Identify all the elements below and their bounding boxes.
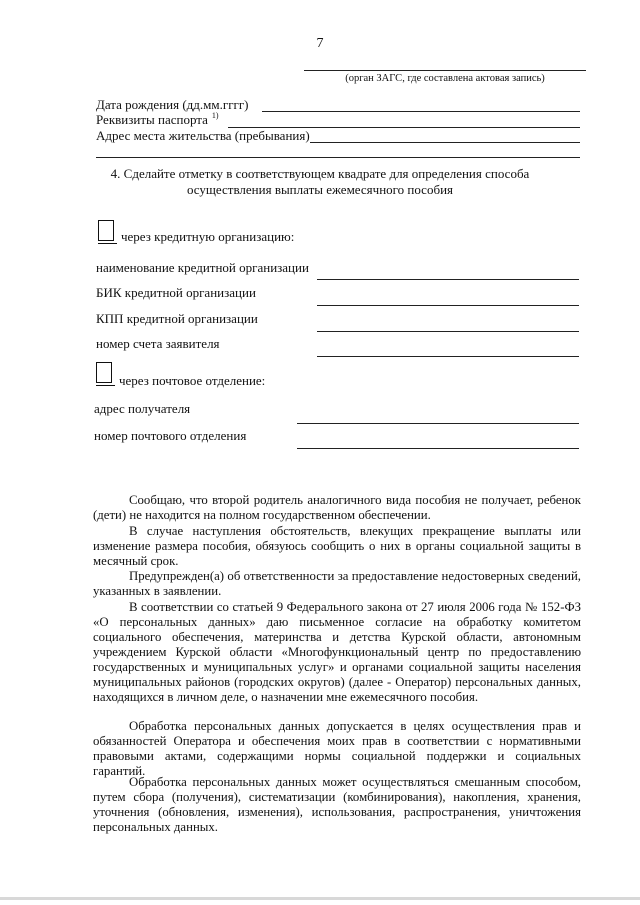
account-number-label: номер счета заявителя	[96, 336, 220, 351]
post-office-checkbox[interactable]	[96, 362, 112, 383]
address-label: Адрес места жительства (пребывания)	[96, 128, 310, 143]
post-office-checkbox-underline	[96, 385, 115, 386]
paragraph-second-parent: Сообщаю, что второй родитель аналогичного вида пособия не получает, ребенок (дети) не находится на полном государственном обеспечении.	[93, 493, 581, 522]
paragraph-processing-method: Обработка персональных данных может осуществляться смешанным способом, путем сбора (получения), систематизации (комбинирования), накопления, хранения, уточнения (обновления, изменения), использования, распространения, уничтожения персональных данных.	[93, 775, 581, 834]
paragraph-liability-warning: Предупрежден(а) об ответственности за предоставление недостоверных сведений, указанных в заявлении.	[93, 569, 581, 598]
credit-org-checkbox[interactable]	[98, 220, 114, 241]
credit-org-option-label: через кредитную организацию:	[121, 229, 295, 244]
post-office-number-field[interactable]	[297, 448, 579, 449]
credit-org-name-label: наименование кредитной организации	[96, 260, 309, 275]
birth-date-label: Дата рождения (дд.мм.гггг)	[96, 97, 249, 112]
kpp-label: КПП кредитной организации	[96, 311, 258, 326]
paragraph-personal-data-consent: В соответствии со статьей 9 Федерального закона от 27 июля 2006 года № 152-ФЗ «О персональных данных» даю письменное согласие на обработку комитетом социального обеспечения, материнства и детства Курской области, автономным учреждением Курской области «Многофункциональный центр по предоставлению государственных и муниципальных услуг» и органами социальной защиты населения муниципальных районов (городских округов) (далее - Оператор) персональных данных, находящихся в личном деле, о назначении мне ежемесячного пособия.	[93, 600, 581, 704]
credit-org-checkbox-underline	[98, 243, 117, 244]
address-field-continuation[interactable]	[96, 157, 580, 158]
paragraph-processing-purpose: Обработка персональных данных допускается в целях осуществления прав и обязанностей Оператора и обеспечения моих прав в соответствии с нормативными правовыми актами, содержащими нормы социальной поддержки и социальных гарантий.	[93, 719, 581, 778]
post-office-number-label: номер почтового отделения	[94, 428, 247, 443]
address-field[interactable]	[310, 142, 580, 143]
organ-zags-caption: (орган ЗАГС, где составлена актовая запись)	[345, 73, 545, 84]
passport-label: Реквизиты паспорта	[96, 112, 208, 127]
post-office-option-label: через почтовое отделение:	[119, 373, 266, 388]
page-number: 7	[316, 36, 324, 51]
account-number-field[interactable]	[317, 356, 579, 357]
scan-edge-artifact	[0, 897, 640, 900]
recipient-address-field[interactable]	[297, 423, 579, 424]
paragraph-notify-changes: В случае наступления обстоятельств, влекущих прекращение выплаты или изменение размера пособия, обязуюсь сообщить о них в органы социальной защиты в месячный срок.	[93, 524, 581, 568]
section-4-heading	[110, 166, 530, 198]
kpp-field[interactable]	[317, 331, 579, 332]
section-4-heading-line2: осуществления выплаты ежемесячного пособия	[186, 182, 454, 197]
bik-field[interactable]	[317, 305, 579, 306]
recipient-address-label: адрес получателя	[94, 401, 191, 416]
birth-date-field[interactable]	[262, 111, 580, 112]
organ-zags-line[interactable]	[304, 70, 586, 71]
bik-label: БИК кредитной организации	[96, 285, 256, 300]
passport-footnote-mark: 1)	[211, 111, 219, 120]
section-4-heading-line1: 4. Сделайте отметку в соответствующем квадрате для определения способа	[110, 166, 530, 181]
passport-label-row	[96, 112, 219, 128]
credit-org-name-field[interactable]	[317, 279, 579, 280]
